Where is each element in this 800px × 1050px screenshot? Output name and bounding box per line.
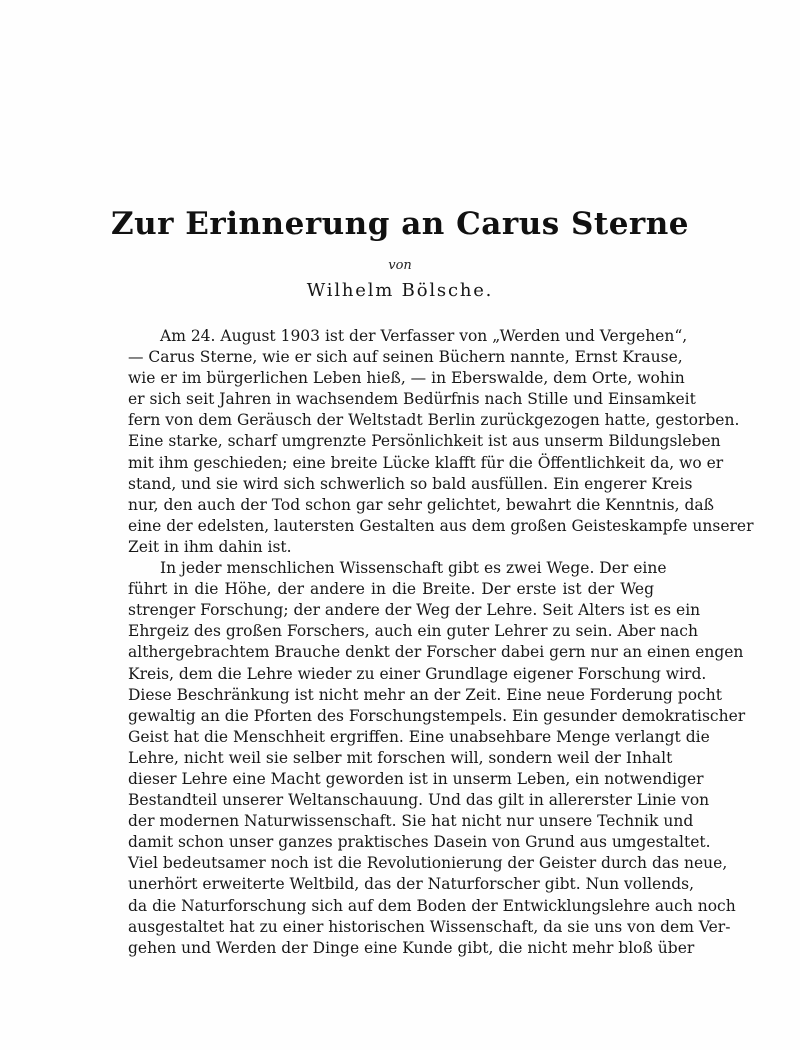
- paragraph-2: [128, 558, 746, 959]
- text-line: gewaltig an die Pforten des Forschungstempels. Ein gesunder demokratischer: [128, 706, 746, 725]
- text-line: wie er im bürgerlichen Leben hieß, — in Eberswalde, dem Orte, wohin: [128, 369, 685, 388]
- text-line: nur, den auch der Tod schon gar sehr gelichtet, bewahrt die Kenntnis, daß: [128, 495, 714, 514]
- text-line: er sich seit Jahren in wachsendem Bedürfnis nach Stille und Einsamkeit: [128, 390, 696, 409]
- text-line: Geist hat die Menschheit ergriffen. Eine unabsehbare Menge verlangt die: [128, 727, 710, 746]
- text-line: mit ihm geschieden; eine breite Lücke klafft für die Öffentlichkeit da, wo er: [128, 453, 724, 472]
- author-name: Wilhelm Bölsche.: [306, 280, 494, 301]
- text-line: Ehrgeiz des großen Forschers, auch ein guter Lehrer zu sein. Aber nach: [128, 622, 698, 641]
- text-line: stand, und sie wird sich schwerlich so bald ausfüllen. Ein engerer Kreis: [128, 474, 693, 493]
- text-line: Bestandteil unserer Weltanschauung. Und das gilt in allererster Linie von: [128, 791, 710, 810]
- text-line: althergebrachtem Brauche denkt der Forscher dabei gern nur an einen engen: [128, 643, 744, 662]
- text-line: Viel bedeutsamer noch ist die Revolutionierung der Geister durch das neue,: [128, 854, 728, 873]
- text-line: führt in die Höhe, der andere in die Breite. Der erste ist der Weg: [128, 580, 654, 599]
- text-line: damit schon unser ganzes praktisches Dasein von Grund aus umgestaltet.: [128, 833, 711, 852]
- text-line: Lehre, nicht weil sie selber mit forschen will, sondern weil der Inhalt: [128, 748, 673, 767]
- text-line: ausgestaltet hat zu einer historischen Wissenschaft, da sie uns von dem Ver-: [128, 917, 731, 936]
- text-line: strenger Forschung; der andere der Weg der Lehre. Seit Alters ist es ein: [128, 601, 701, 620]
- paragraph-1: [128, 326, 754, 558]
- article-title: Zur Erinnerung an Carus Sterne: [110, 206, 690, 242]
- text-line: — Carus Sterne, wie er sich auf seinen Büchern nannte, Ernst Krause,: [128, 348, 683, 367]
- text-line: Eine starke, scharf umgrenzte Persönlichkeit ist aus unserm Bildungsleben: [128, 432, 721, 451]
- text-line: Kreis, dem die Lehre wieder zu einer Grundlage eigener Forschung wird.: [128, 664, 707, 683]
- byline-prefix: von: [388, 258, 412, 273]
- text-line: In jeder menschlichen Wissenschaft gibt es zwei Wege. Der eine: [160, 559, 667, 578]
- text-line: gehen und Werden der Dinge eine Kunde gibt, die nicht mehr bloß über: [128, 938, 695, 957]
- text-line: dieser Lehre eine Macht geworden ist in unserm Leben, ein notwendiger: [128, 769, 704, 788]
- text-line: Am 24. August 1903 ist der Verfasser von „Werden und Vergehen“,: [160, 327, 688, 345]
- article-body: [128, 326, 754, 959]
- text-line: der modernen Naturwissenschaft. Sie hat nicht nur unsere Technik und: [128, 812, 694, 831]
- text-line: da die Naturforschung sich auf dem Boden der Entwicklungslehre auch noch: [128, 896, 736, 915]
- text-line: Diese Beschränkung ist nicht mehr an der Zeit. Eine neue Forderung pocht: [128, 685, 722, 704]
- text-line: fern von dem Geräusch der Weltstadt Berlin zurückgezogen hatte, gestorben.: [128, 411, 740, 430]
- text-line: Zeit in ihm dahin ist.: [128, 537, 292, 556]
- text-line: eine der edelsten, lautersten Gestalten aus dem großen Geisteskampfe unserer: [128, 516, 754, 535]
- text-line: unerhört erweiterte Weltbild, das der Naturforscher gibt. Nun vollends,: [128, 875, 694, 894]
